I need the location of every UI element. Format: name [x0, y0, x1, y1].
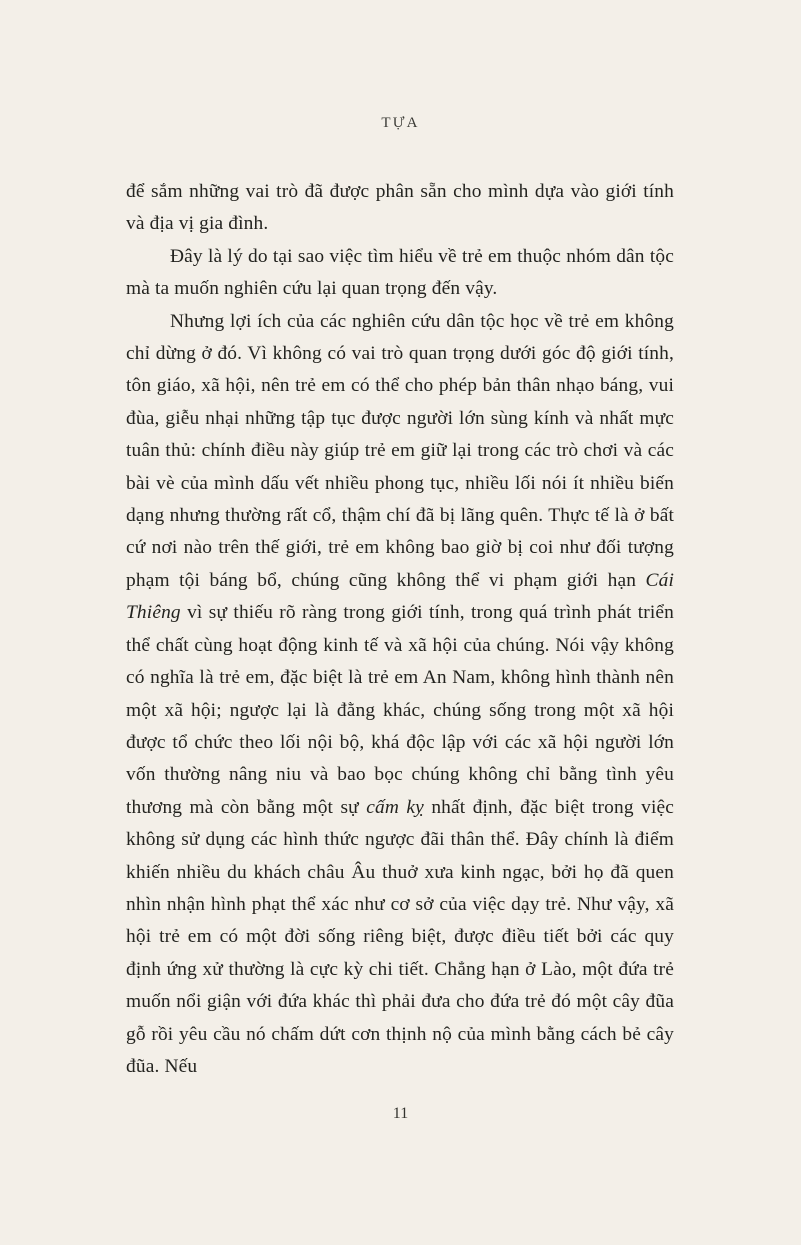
paragraph: Đây là lý do tại sao việc tìm hiểu về trẻ em thuộc nhóm dân tộc mà ta muốn nghiên cứu lại quan trọng đến vậy.: [126, 245, 674, 300]
body-text: [126, 176, 674, 1083]
page-number: 11: [392, 1105, 409, 1122]
emphasized-term: Cái Thiêng: [126, 569, 674, 624]
emphasized-term: cấm kỵ: [366, 796, 424, 818]
paragraph: để sắm những vai trò đã được phân sẵn cho mình dựa vào giới tính và địa vị gia đình.: [126, 181, 674, 235]
paragraph: Nhưng lợi ích của các nghiên cứu dân tộc học về trẻ em không chỉ dừng ở đó. Vì không có vai trò quan trọng dưới góc độ giới tính, tôn giáo, xã hội, nên trẻ em có thể cho phép bản thân nhạo báng, vui đùa, giễu nhại những tập tục được người lớn sùng kính và nhất mực tuân thủ: chính điều này giúp trẻ em giữ lại trong các trò chơi và các bài vè của mình dấu vết nhiều phong tục, nhiều lối nói ít nhiều biến dạng nhưng thường rất cổ, thậm chí đã bị lãng quên. Thực tế là ở bất cứ nơi nào trên thế giới, trẻ em không bao giờ bị coi như đối tượng phạm tội báng bổ, chúng cũng không thể vi phạm giới hạn Cái Thiêng vì sự thiếu rõ ràng trong giới tính, trong quá trình phát triển thể chất cùng hoạt động kinh tế và xã hội của chúng. Nói vậy không có nghĩa là trẻ em, đặc biệt là trẻ em An Nam, không hình thành nên một xã hội; ngược lại là đằng khác, chúng sống trong một xã hội được tổ chức theo lối nội bộ, khá độc lập với các xã hội người lớn vốn thường nâng niu và bao bọc chúng không chỉ bằng tình yêu thương mà còn bằng một sự cấm kỵ nhất định, đặc biệt trong việc không sử dụng các hình thức ngược đãi thân thể. Đây chính là điểm khiến nhiều du khách châu Âu thuở xưa kinh ngạc, bởi họ đã quen nhìn nhận hình phạt thể xác như cơ sở của việc dạy trẻ. Như vậy, xã hội trẻ em có một đời sống riêng biệt, được điều tiết bởi các quy định ứng xử thường là cực kỳ chi tiết. Chẳng hạn ở Lào, một đứa trẻ muốn nổi giận với đứa khác thì phải đưa cho đứa trẻ đó một cây đũa gỗ rồi yêu cầu nó chấm dứt cơn thịnh nộ của mình bằng cách bẻ cây đũa. Nếu: [126, 310, 674, 1077]
running-head: TỰA: [381, 115, 420, 131]
